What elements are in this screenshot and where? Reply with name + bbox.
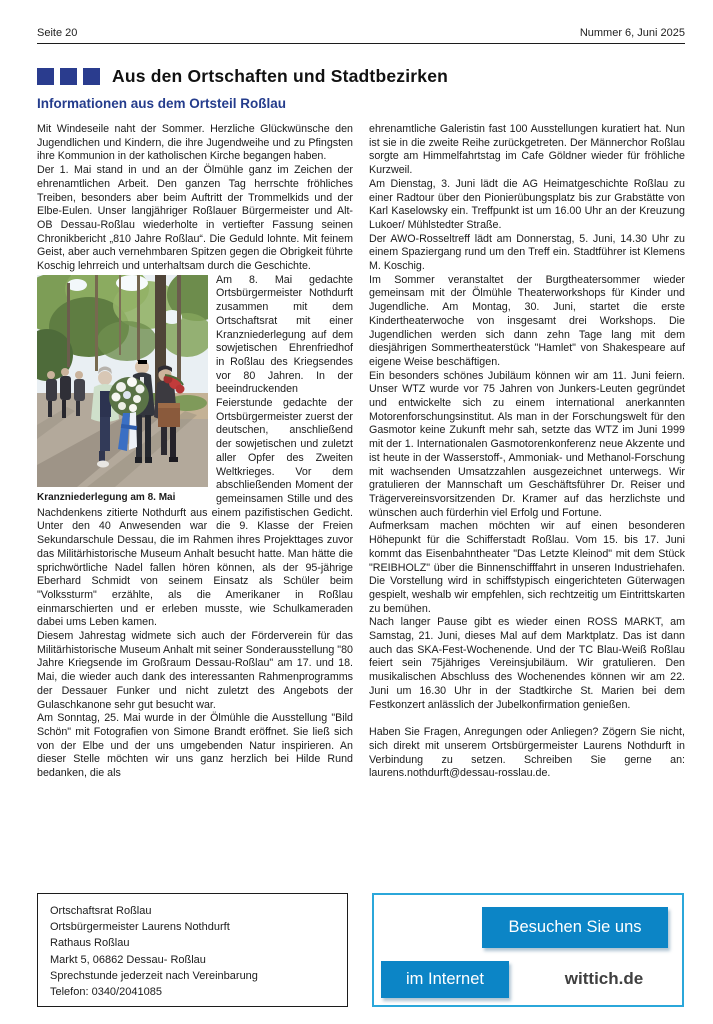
- paragraph: Am Sonntag, 25. Mai wurde in der Ölmühle die Ausstellung "Bild Schön" mit Fotografien von Simone Brandt eröffnet. Sie ließ sich von der Elbe und der uns umgebenden Natur inspirieren. An dieser Stelle möchten wir uns ganz herzlich bei Hilde Rund bedanken, die als: [37, 712, 353, 780]
- paragraph: Diesem Jahrestag widmete sich auch der Förderverein für das Militärhistorische Museum Anhalt mit seiner Sonderausstellung "80 Jahre Kriegsende im Großraum Dessau-Roßlau" am 17. und 18. Mai, die wieder auch dank des interessanten Rahmenprogramms der Dessauer Funker und nicht zuletzt des Angebots der Gulaschkanone sehr gut besucht war.: [37, 630, 353, 711]
- contact-line: Rathaus Roßlau: [50, 937, 130, 950]
- article-body: [37, 123, 685, 781]
- section-title: Aus den Ortschaften und Stadtbezirken: [112, 66, 449, 86]
- contact-line: Sprechstunde jederzeit nach Vereinbarung: [50, 969, 258, 982]
- contact-info-box: [37, 893, 348, 1007]
- paragraph: Im Sommer veranstaltet der Burgtheatersommer wieder gemeinsam mit der Ölmühle Theaterworkshops für Kinder und Jugendliche. Am Montag, 30. Juni, startet die erste Kindertheaterwoche von insgesamt drei Workshops. Die Jugendlichen werden sich dann zehn Tage lang mit dem diesjährigen Sommertheaterstück "Hamlet" von Shakespeare auf eigene Weise beschäftigen.: [369, 273, 685, 368]
- paragraph: Der AWO-Rosseltreff lädt am Donnerstag, 5. Juni, 14.30 Uhr zu einem Spaziergang rund um den Treff ein. Stadtführer ist Klemens M. Koschig.: [369, 232, 685, 273]
- wittich-advertisement: [372, 893, 684, 1007]
- page-number-label: Seite 20: [37, 27, 78, 39]
- paragraph: Der 1. Mai stand in und an der Ölmühle ganz im Zeichen der ehrenamtlichen Arbeit. Den ganzen Tag herrschte fröhliches Treiben, besonders aber beim Auftritt der Trommelkids und der Elbe-Eulen. Unser langjähriger Roßlauer Bürgermeister und Alt-OB Dessau-Roßlau wiederholte in vertiefter Fassung seinen Chronikbericht „810 Jahre Roßlau“. Die Geduld lohnte. Mit feinem Geist, aber auch vernehmbaren Spitzen gegen die Obrigkeit führte Koschig lehrreich und unterhaltsam durch die Geschichte.: [37, 164, 353, 273]
- paragraph: Am Dienstag, 3. Juni lädt die AG Heimatgeschichte Roßlau zu einer Radtour über den Pionierübungsplatz bis zur Grabstätte von Karl Kaselowsky ein. Treffpunkt ist um 16.00 Uhr an der Kreuzung Lukoer/ Mühlstedter Straße.: [369, 177, 685, 231]
- paragraph: Ein besonders schönes Jubiläum können wir am 11. Juni feiern. Unser WTZ wurde vor 75 Jahren von Junkers-Leuten gegründet und entwickelte sich zu einem international anerkannten Motorenforschungsinstitut. Als man in der Forschungswelt für den Gasmotor keine Zukunft mehr sah, setzte das WTZ im Juni 1999 mit der 1. Internationalen Gasmotorenkonferenz neue Akzente und ist heute in der Wasserstoff-, Ammoniak- und Methanol-Forschung mit wachsenden Umsatzzahlen ausgezeichnet unterwegs. Wir gratulieren der Mannschaft um Geschäftsführer Dr. Reiser und Trägervereinsvorsitzenden Dr. Kramer auf das herzlichste und wünschen auch fürderhin viel Erfolg und Fortune.: [369, 369, 685, 519]
- paragraph: Mit Windeseile naht der Sommer. Herzliche Glückwünsche den Jugendlichen und Kindern, die ihre Jugendweihe und zu Pfingsten ihre Kommunion in der katholischen Kirche begangen haben.: [37, 123, 353, 163]
- ceremony-photo: [37, 275, 208, 487]
- contact-line: Telefon: 0340/2041085: [50, 986, 162, 999]
- contact-line: Ortschaftsrat Roßlau: [50, 905, 152, 917]
- photo-block: [37, 275, 208, 504]
- paragraph: Aufmerksam machen möchten wir auf einen besonderen Höhepunkt für die Schifferstadt Roßlau. Vom 15. bis 17. Juni kommt das Eisenbahntheater "Das Letzte Kleinod" mit dem Stück "REIBHOLZ" über die Binnenschifffahrt in unseren Industriehafen. Die Vorstellung wird in schiffstypisch eingerichteten Güterwagen gespielt, weshalb wir empfehlen, sich rechtzeitig um Eintrittskarten zu bemühen.: [369, 520, 685, 615]
- article-title: Informationen aus dem Ortsteil Roßlau: [37, 96, 287, 111]
- square-bullet-icon: [60, 68, 77, 85]
- paragraph: Nach langer Pause gibt es wieder einen ROSS MARKT, am Samstag, 21. Juni, dieses Mal auf dem Marktplatz. Das ist dann auch das SKA-Fest-Wochenende. Und der TC Blau-Weiß Roßlau feiert sein 75jähriges Vereinsjubiläum. Wir gratulieren. Den musikalischen Abschluss des Wochenendes können wir am 22. Juni um 16.30 Uhr in der Stadtkirche St. Marien bei dem Festkonzert anlässlich der Jubelkonfirmation genießen.: [369, 616, 685, 711]
- section-header: [37, 66, 685, 87]
- column-left: [37, 123, 353, 781]
- paragraph: Am 8. Mai gedachte Ortsbürgermeister Nothdurft zusammen mit dem Ortschaftsrat mit einer Kranzniederlegung auf dem sowjetischen Ehrenfriedhof in Roßlau des Kriegsendes vor 80 Jahren. In der beeindruckenden Feierstunde gedachte der Ortsbürgermeister zuerst der deutschen, anschließend der sowjetischen und zuletzt aller Opfer des Zweiten Weltkrieges. Vor dem abschließenden Moment der gemeinsamen Stille und des Nachdenkens zitierte Nothdurft aus einem pazifistischen Gedicht. Unter den 40 Anwesenden war die 9. Klasse der Freien Sekundarschule Dessau, die im Rahmen ihres Projekttages zuvor das Militärhistorische Museum Anhalt besucht hatte. Man hätte die sprichwörtliche Nadel fallen hören können, als der 95-jährige Eberhard Schmidt von seinem Einsatz als Schüler beim "Volkssturm" erzählte, als die Amerikaner in Roßlau einmarschierten und er erleben musste, wie Schulkameraden dabei ums Leben kamen.: [37, 273, 353, 629]
- ceremony-photo-illustration: [37, 275, 208, 487]
- contact-line: Markt 5, 06862 Dessau- Roßlau: [50, 953, 206, 966]
- paragraph: ehrenamtliche Galeristin fast 100 Ausstellungen kuratiert hat. Nun ist sie in die zweite Reihe zurückgetreten. Der Männerchor Roßlau sorgte am Himmelfahrtstag im Cafe Göldner wieder für fröhliche Kurzweil.: [369, 123, 685, 177]
- contact-invitation-paragraph: Haben Sie Fragen, Anregungen oder Anliegen? Zögern Sie nicht, sich direkt mit unserem Ortsbürgermeister Laurens Nothdurft in Verbindung zu setzen. Schreiben Sie gerne an: laurens.nothdurft@dessau-rosslau.de.: [369, 726, 685, 780]
- ad-banner-internet[interactable]: im Internet: [381, 961, 509, 998]
- issue-label: Nummer 6, Juni 2025: [579, 27, 685, 39]
- square-bullet-icon: [37, 68, 54, 85]
- column-right: [369, 123, 685, 781]
- masthead: [37, 27, 685, 44]
- ad-banner-visit-us[interactable]: Besuchen Sie uns: [482, 907, 668, 948]
- contact-line: Ortsbürgermeister Laurens Nothdurft: [50, 921, 230, 934]
- ad-domain-link[interactable]: wittich.de: [564, 969, 644, 988]
- square-bullet-icon: [83, 68, 100, 85]
- photo-caption: Kranzniederlegung am 8. Mai: [37, 491, 176, 503]
